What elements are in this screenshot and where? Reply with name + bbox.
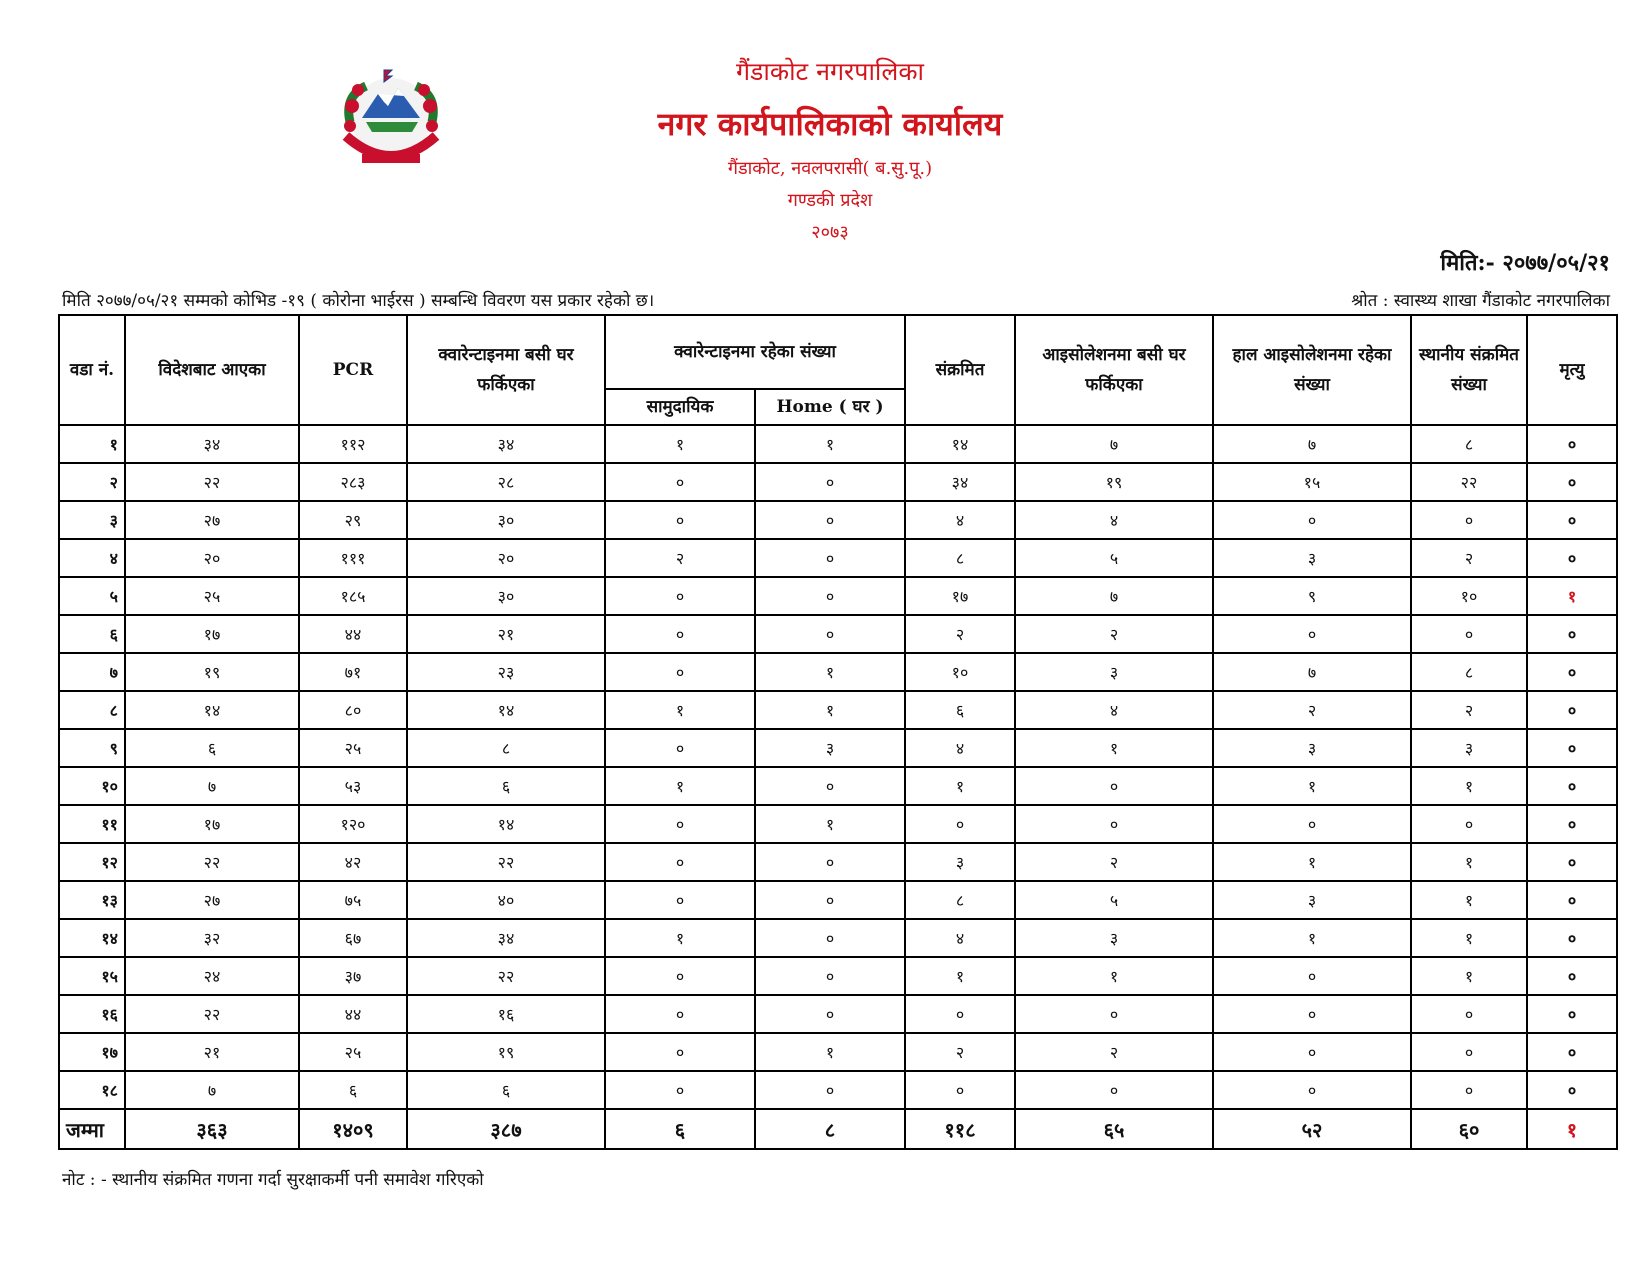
cell-pcr: १११ bbox=[299, 539, 407, 577]
cell-community: २ bbox=[605, 539, 755, 577]
cell-local-infected: ८ bbox=[1411, 425, 1527, 463]
cell-isolation-current: १ bbox=[1213, 843, 1411, 881]
cell-isolation-returned: २ bbox=[1015, 843, 1213, 881]
cell-infected: ० bbox=[905, 805, 1015, 843]
cell-community: १ bbox=[605, 691, 755, 729]
cell-home: १ bbox=[755, 1033, 905, 1071]
cell-isolation-returned: ५ bbox=[1015, 539, 1213, 577]
total-isolation-current: ५२ bbox=[1213, 1109, 1411, 1149]
table-row bbox=[59, 767, 1617, 805]
cell-community: ० bbox=[605, 1033, 755, 1071]
cell-pcr: ७१ bbox=[299, 653, 407, 691]
cell-quarantine-returned: ३० bbox=[407, 577, 605, 615]
cell-death: ० bbox=[1527, 653, 1617, 691]
cell-foreign: २७ bbox=[125, 501, 299, 539]
cell-ward: ९ bbox=[59, 729, 125, 767]
header-isolation-current: हाल आइसोलेशनमा रहेका संख्या bbox=[1213, 315, 1411, 425]
cell-isolation-current: ३ bbox=[1213, 729, 1411, 767]
cell-community: १ bbox=[605, 919, 755, 957]
intro-text: मिति २०७७/०५/२१ सम्मको कोभिड -१९ ( कोरोना भाईरस ) सम्बन्धि विवरण यस प्रकार रहेको छ। bbox=[62, 291, 655, 311]
cell-infected: १७ bbox=[905, 577, 1015, 615]
cell-foreign: २२ bbox=[125, 843, 299, 881]
office-address: गैंडाकोट, नवलपरासी( ब.सु.पू.) bbox=[727, 158, 933, 179]
cell-home: ० bbox=[755, 919, 905, 957]
cell-infected: ४ bbox=[905, 919, 1015, 957]
cell-pcr: ८० bbox=[299, 691, 407, 729]
cell-death: ० bbox=[1527, 615, 1617, 653]
table-row bbox=[59, 957, 1617, 995]
cell-home: १ bbox=[755, 425, 905, 463]
cell-infected: ३ bbox=[905, 843, 1015, 881]
cell-foreign: १७ bbox=[125, 805, 299, 843]
header-community: सामुदायिक bbox=[605, 389, 755, 425]
cell-ward: १२ bbox=[59, 843, 125, 881]
cell-local-infected: २२ bbox=[1411, 463, 1527, 501]
header-death: मृत्यु bbox=[1527, 315, 1617, 425]
cell-home: ० bbox=[755, 957, 905, 995]
cell-home: ० bbox=[755, 463, 905, 501]
province-name: गण्डकी प्रदेश bbox=[787, 190, 873, 211]
cell-isolation-returned: २ bbox=[1015, 615, 1213, 653]
cell-local-infected: ० bbox=[1411, 1033, 1527, 1071]
cell-death: ० bbox=[1527, 767, 1617, 805]
cell-community: ० bbox=[605, 615, 755, 653]
table-row bbox=[59, 577, 1617, 615]
cell-death: ० bbox=[1527, 1033, 1617, 1071]
header-quarantine-returned: क्वारेन्टाइनमा बसी घर फर्किएका bbox=[407, 315, 605, 425]
cell-ward: ४ bbox=[59, 539, 125, 577]
established-year: २०७३ bbox=[811, 222, 849, 243]
cell-isolation-current: ० bbox=[1213, 805, 1411, 843]
cell-isolation-returned: २ bbox=[1015, 1033, 1213, 1071]
cell-isolation-returned: ७ bbox=[1015, 425, 1213, 463]
cell-quarantine-returned: ६ bbox=[407, 1071, 605, 1109]
cell-infected: १ bbox=[905, 767, 1015, 805]
cell-death: ० bbox=[1527, 805, 1617, 843]
cell-isolation-current: ७ bbox=[1213, 653, 1411, 691]
table-row bbox=[59, 843, 1617, 881]
cell-community: ० bbox=[605, 653, 755, 691]
cell-community: ० bbox=[605, 1071, 755, 1109]
cell-quarantine-returned: २१ bbox=[407, 615, 605, 653]
cell-foreign: २० bbox=[125, 539, 299, 577]
cell-death: ० bbox=[1527, 1071, 1617, 1109]
cell-death: ० bbox=[1527, 501, 1617, 539]
cell-home: १ bbox=[755, 805, 905, 843]
cell-death: ० bbox=[1527, 843, 1617, 881]
cell-foreign: ३२ bbox=[125, 919, 299, 957]
cell-local-infected: ० bbox=[1411, 1071, 1527, 1109]
cell-local-infected: १ bbox=[1411, 767, 1527, 805]
cell-local-infected: ० bbox=[1411, 615, 1527, 653]
cell-isolation-returned: ४ bbox=[1015, 501, 1213, 539]
cell-home: ० bbox=[755, 501, 905, 539]
cell-isolation-current: ० bbox=[1213, 1071, 1411, 1109]
cell-death: ० bbox=[1527, 995, 1617, 1033]
cell-death: ० bbox=[1527, 881, 1617, 919]
cell-death: ० bbox=[1527, 425, 1617, 463]
cell-infected: ० bbox=[905, 995, 1015, 1033]
table-row bbox=[59, 539, 1617, 577]
cell-pcr: ११२ bbox=[299, 425, 407, 463]
cell-pcr: ५३ bbox=[299, 767, 407, 805]
table-row bbox=[59, 425, 1617, 463]
cell-ward: १६ bbox=[59, 995, 125, 1033]
cell-home: १ bbox=[755, 653, 905, 691]
cell-isolation-current: ९ bbox=[1213, 577, 1411, 615]
cell-infected: २ bbox=[905, 1033, 1015, 1071]
cell-quarantine-returned: २२ bbox=[407, 843, 605, 881]
footnote: नोट : - स्थानीय संक्रमित गणना गर्दा सुरक्षाकर्मी पनी समावेश गरिएको bbox=[62, 1170, 484, 1190]
cell-infected: ४ bbox=[905, 729, 1015, 767]
cell-local-infected: १० bbox=[1411, 577, 1527, 615]
cell-isolation-current: १५ bbox=[1213, 463, 1411, 501]
cell-isolation-current: १ bbox=[1213, 767, 1411, 805]
cell-community: ० bbox=[605, 501, 755, 539]
cell-pcr: ६ bbox=[299, 1071, 407, 1109]
cell-isolation-returned: ५ bbox=[1015, 881, 1213, 919]
cell-community: १ bbox=[605, 767, 755, 805]
cell-foreign: ६ bbox=[125, 729, 299, 767]
cell-death: ० bbox=[1527, 729, 1617, 767]
table-row bbox=[59, 1033, 1617, 1071]
cell-death: ० bbox=[1527, 539, 1617, 577]
cell-ward: ७ bbox=[59, 653, 125, 691]
cell-isolation-current: ० bbox=[1213, 615, 1411, 653]
table-row bbox=[59, 729, 1617, 767]
cell-infected: ८ bbox=[905, 539, 1015, 577]
header-local-infected: स्थानीय संक्रमित संख्या bbox=[1411, 315, 1527, 425]
cell-quarantine-returned: ६ bbox=[407, 767, 605, 805]
cell-isolation-current: ० bbox=[1213, 501, 1411, 539]
cell-isolation-returned: ३ bbox=[1015, 653, 1213, 691]
covid-ward-table bbox=[58, 314, 1618, 1150]
table-row bbox=[59, 805, 1617, 843]
cell-foreign: १४ bbox=[125, 691, 299, 729]
cell-foreign: १९ bbox=[125, 653, 299, 691]
total-quarantine-returned: ३८७ bbox=[407, 1109, 605, 1149]
cell-pcr: ४४ bbox=[299, 995, 407, 1033]
cell-ward: १८ bbox=[59, 1071, 125, 1109]
cell-community: १ bbox=[605, 425, 755, 463]
total-infected: ११८ bbox=[905, 1109, 1015, 1149]
cell-ward: १५ bbox=[59, 957, 125, 995]
cell-local-infected: १ bbox=[1411, 843, 1527, 881]
cell-home: ३ bbox=[755, 729, 905, 767]
cell-isolation-returned: १ bbox=[1015, 729, 1213, 767]
total-row bbox=[59, 1109, 1617, 1149]
cell-ward: २ bbox=[59, 463, 125, 501]
cell-isolation-returned: ० bbox=[1015, 767, 1213, 805]
header-pcr: PCR bbox=[299, 315, 407, 425]
cell-home: ० bbox=[755, 995, 905, 1033]
cell-quarantine-returned: ३० bbox=[407, 501, 605, 539]
cell-quarantine-returned: ८ bbox=[407, 729, 605, 767]
cell-ward: १ bbox=[59, 425, 125, 463]
cell-quarantine-returned: ३४ bbox=[407, 919, 605, 957]
cell-ward: ६ bbox=[59, 615, 125, 653]
total-label: जम्मा bbox=[59, 1109, 125, 1149]
cell-quarantine-returned: २३ bbox=[407, 653, 605, 691]
cell-death: ० bbox=[1527, 463, 1617, 501]
cell-ward: ५ bbox=[59, 577, 125, 615]
cell-local-infected: ० bbox=[1411, 995, 1527, 1033]
cell-isolation-current: ० bbox=[1213, 995, 1411, 1033]
cell-pcr: १८५ bbox=[299, 577, 407, 615]
cell-community: ० bbox=[605, 995, 755, 1033]
cell-pcr: ६७ bbox=[299, 919, 407, 957]
cell-isolation-current: ३ bbox=[1213, 881, 1411, 919]
table-row bbox=[59, 1071, 1617, 1109]
cell-community: ० bbox=[605, 805, 755, 843]
cell-pcr: २९ bbox=[299, 501, 407, 539]
cell-local-infected: ३ bbox=[1411, 729, 1527, 767]
cell-local-infected: ८ bbox=[1411, 653, 1527, 691]
cell-isolation-current: २ bbox=[1213, 691, 1411, 729]
cell-infected: ४ bbox=[905, 501, 1015, 539]
cell-pcr: २८३ bbox=[299, 463, 407, 501]
cell-home: ० bbox=[755, 577, 905, 615]
cell-ward: १७ bbox=[59, 1033, 125, 1071]
cell-community: ० bbox=[605, 881, 755, 919]
cell-local-infected: ० bbox=[1411, 805, 1527, 843]
cell-pcr: ४४ bbox=[299, 615, 407, 653]
cell-isolation-returned: ७ bbox=[1015, 577, 1213, 615]
cell-pcr: ४२ bbox=[299, 843, 407, 881]
total-pcr: १४०९ bbox=[299, 1109, 407, 1149]
total-isolation-returned: ६५ bbox=[1015, 1109, 1213, 1149]
header-isolation-returned: आइसोलेशनमा बसी घर फर्किएका bbox=[1015, 315, 1213, 425]
cell-death: ० bbox=[1527, 919, 1617, 957]
cell-foreign: ७ bbox=[125, 1071, 299, 1109]
cell-pcr: १२० bbox=[299, 805, 407, 843]
cell-isolation-returned: ० bbox=[1015, 805, 1213, 843]
cell-pcr: ३७ bbox=[299, 957, 407, 995]
cell-infected: १४ bbox=[905, 425, 1015, 463]
cell-isolation-current: ३ bbox=[1213, 539, 1411, 577]
cell-isolation-current: ७ bbox=[1213, 425, 1411, 463]
cell-ward: ८ bbox=[59, 691, 125, 729]
cell-community: ० bbox=[605, 957, 755, 995]
cell-foreign: १७ bbox=[125, 615, 299, 653]
cell-death: ० bbox=[1527, 691, 1617, 729]
cell-isolation-returned: ३ bbox=[1015, 919, 1213, 957]
cell-quarantine-returned: १९ bbox=[407, 1033, 605, 1071]
cell-ward: १४ bbox=[59, 919, 125, 957]
cell-isolation-current: ० bbox=[1213, 1033, 1411, 1071]
cell-infected: २ bbox=[905, 615, 1015, 653]
cell-infected: ० bbox=[905, 1071, 1015, 1109]
cell-quarantine-returned: ४० bbox=[407, 881, 605, 919]
table-body bbox=[59, 425, 1617, 1149]
header-foreign: विदेशबाट आएका bbox=[125, 315, 299, 425]
cell-infected: ६ bbox=[905, 691, 1015, 729]
cell-pcr: ७५ bbox=[299, 881, 407, 919]
cell-quarantine-returned: १४ bbox=[407, 691, 605, 729]
cell-local-infected: २ bbox=[1411, 539, 1527, 577]
cell-foreign: २१ bbox=[125, 1033, 299, 1071]
cell-quarantine-returned: २० bbox=[407, 539, 605, 577]
cell-pcr: २५ bbox=[299, 729, 407, 767]
cell-community: ० bbox=[605, 843, 755, 881]
cell-home: ० bbox=[755, 615, 905, 653]
total-foreign: ३६३ bbox=[125, 1109, 299, 1149]
header-quarantine-current: क्वारेन्टाइनमा रहेका संख्या bbox=[605, 315, 905, 389]
cell-quarantine-returned: १४ bbox=[407, 805, 605, 843]
total-local-infected: ६० bbox=[1411, 1109, 1527, 1149]
cell-foreign: २२ bbox=[125, 463, 299, 501]
cell-death: १ bbox=[1527, 577, 1617, 615]
cell-isolation-current: १ bbox=[1213, 919, 1411, 957]
total-home: ८ bbox=[755, 1109, 905, 1149]
table-row bbox=[59, 615, 1617, 653]
cell-quarantine-returned: २२ bbox=[407, 957, 605, 995]
header-ward: वडा नं. bbox=[59, 315, 125, 425]
cell-local-infected: १ bbox=[1411, 957, 1527, 995]
nepal-emblem-logo bbox=[326, 66, 456, 174]
cell-quarantine-returned: १६ bbox=[407, 995, 605, 1033]
cell-local-infected: १ bbox=[1411, 919, 1527, 957]
source-text: श्रोत : स्वास्थ्य शाखा गैंडाकोट नगरपालिका bbox=[1351, 291, 1610, 311]
cell-home: ० bbox=[755, 881, 905, 919]
table-row bbox=[59, 881, 1617, 919]
report-date: मिति:- २०७७/०५/२१ bbox=[1440, 250, 1610, 276]
cell-foreign: २५ bbox=[125, 577, 299, 615]
office-title: नगर कार्यपालिकाको कार्यालय bbox=[657, 105, 1003, 143]
cell-foreign: ७ bbox=[125, 767, 299, 805]
cell-ward: १० bbox=[59, 767, 125, 805]
cell-local-infected: ० bbox=[1411, 501, 1527, 539]
cell-infected: ३४ bbox=[905, 463, 1015, 501]
cell-ward: ३ bbox=[59, 501, 125, 539]
total-community: ६ bbox=[605, 1109, 755, 1149]
table-row bbox=[59, 995, 1617, 1033]
table-row bbox=[59, 653, 1617, 691]
municipality-name: गैंडाकोट नगरपालिका bbox=[735, 57, 925, 86]
table-row bbox=[59, 501, 1617, 539]
cell-foreign: २४ bbox=[125, 957, 299, 995]
cell-isolation-returned: १९ bbox=[1015, 463, 1213, 501]
cell-infected: १ bbox=[905, 957, 1015, 995]
total-death: १ bbox=[1527, 1109, 1617, 1149]
cell-infected: ८ bbox=[905, 881, 1015, 919]
table-row bbox=[59, 691, 1617, 729]
cell-foreign: २२ bbox=[125, 995, 299, 1033]
cell-community: ० bbox=[605, 577, 755, 615]
cell-isolation-current: ० bbox=[1213, 957, 1411, 995]
cell-quarantine-returned: २८ bbox=[407, 463, 605, 501]
cell-home: ० bbox=[755, 767, 905, 805]
cell-isolation-returned: ० bbox=[1015, 995, 1213, 1033]
cell-ward: ११ bbox=[59, 805, 125, 843]
cell-local-infected: २ bbox=[1411, 691, 1527, 729]
cell-ward: १३ bbox=[59, 881, 125, 919]
table-row bbox=[59, 919, 1617, 957]
cell-home: ० bbox=[755, 843, 905, 881]
cell-isolation-returned: ० bbox=[1015, 1071, 1213, 1109]
cell-community: ० bbox=[605, 463, 755, 501]
cell-foreign: २७ bbox=[125, 881, 299, 919]
cell-quarantine-returned: ३४ bbox=[407, 425, 605, 463]
header-home: Home ( घर ) bbox=[755, 389, 905, 425]
cell-pcr: २५ bbox=[299, 1033, 407, 1071]
cell-community: ० bbox=[605, 729, 755, 767]
cell-isolation-returned: १ bbox=[1015, 957, 1213, 995]
cell-home: ० bbox=[755, 1071, 905, 1109]
cell-local-infected: १ bbox=[1411, 881, 1527, 919]
cell-home: १ bbox=[755, 691, 905, 729]
cell-foreign: ३४ bbox=[125, 425, 299, 463]
table-row bbox=[59, 463, 1617, 501]
cell-infected: १० bbox=[905, 653, 1015, 691]
cell-death: ० bbox=[1527, 957, 1617, 995]
header-infected: संक्रमित bbox=[905, 315, 1015, 425]
cell-isolation-returned: ४ bbox=[1015, 691, 1213, 729]
cell-home: ० bbox=[755, 539, 905, 577]
